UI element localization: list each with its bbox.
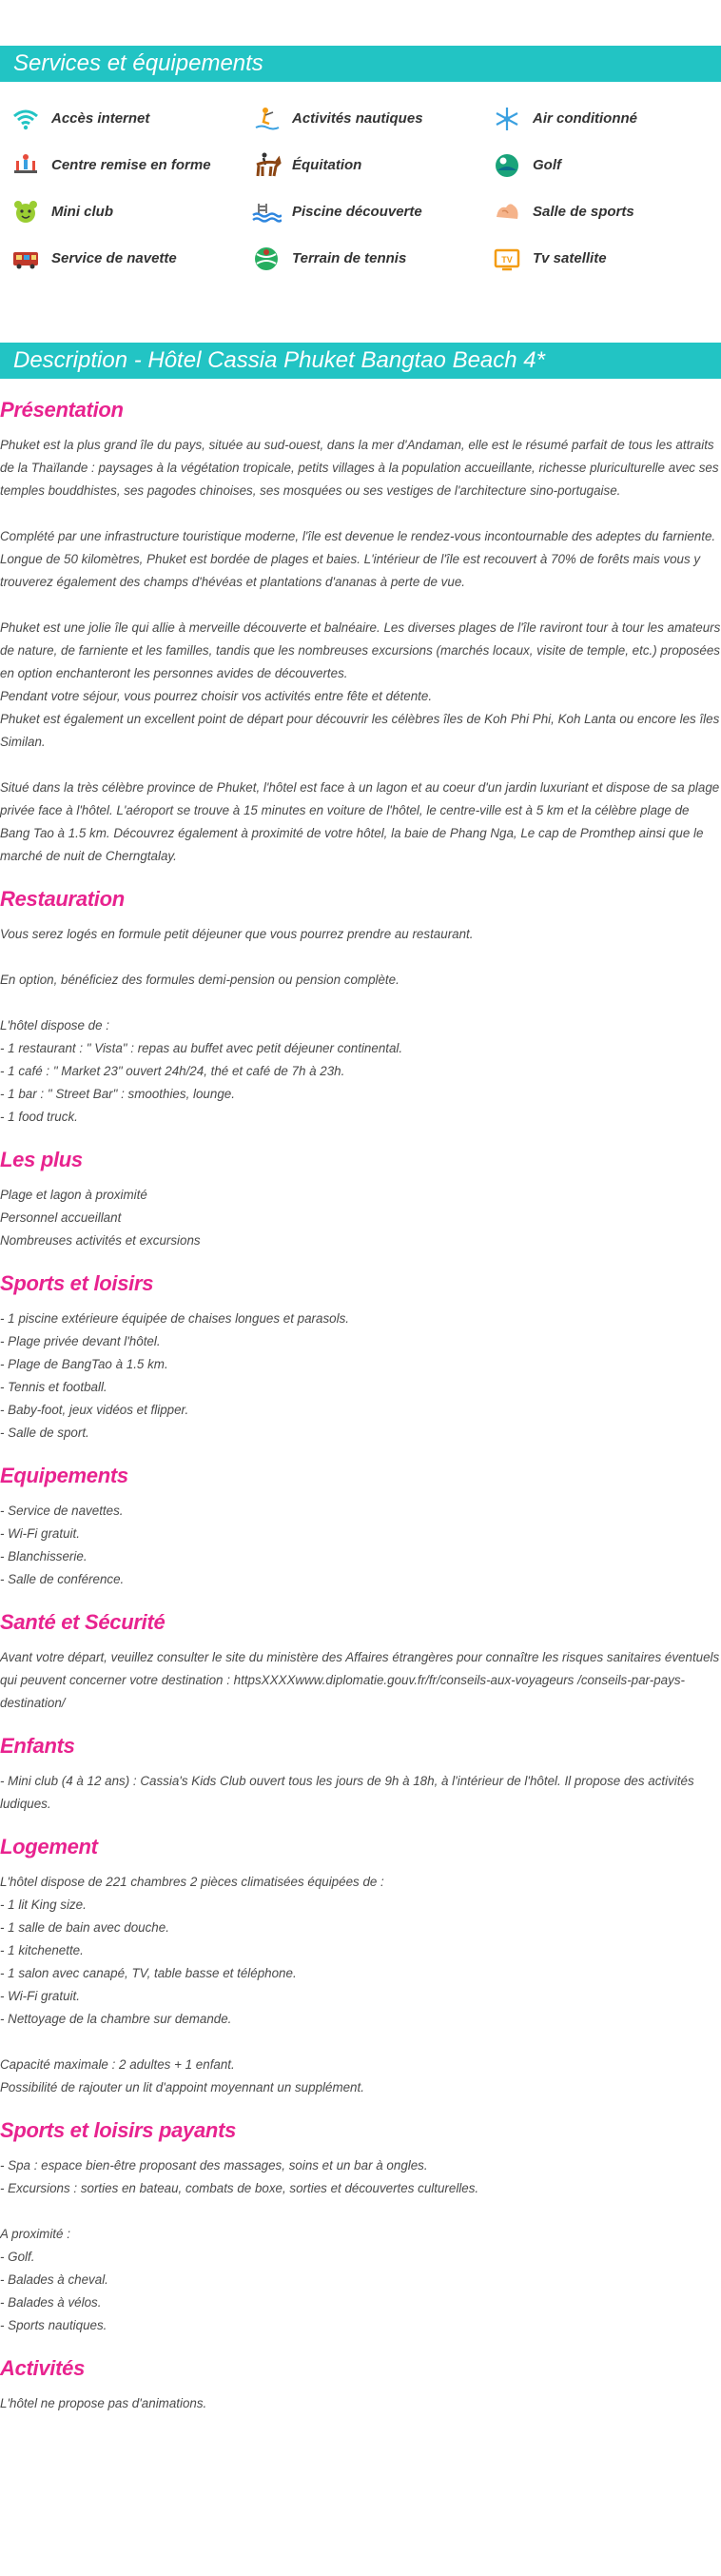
service-label: Salle de sports	[533, 204, 634, 220]
section-heading: Enfants	[0, 1734, 75, 1758]
service-label: Tv satellite	[533, 250, 607, 266]
section-paragraph: L'hôtel ne propose pas d'animations.	[0, 2396, 207, 2410]
service-item	[491, 188, 721, 235]
section-paragraph: - Mini club (4 à 12 ans) : Cassia's Kids Club ouvert tous les jours de 9h à 18h, à l'intérieur de l'hôtel. Il propose des activités ludiques.	[0, 1774, 694, 1811]
service-item	[10, 235, 250, 282]
fitness-center-icon	[10, 149, 42, 182]
description-title: Description - Hôtel Cassia Phuket Bangtao Beach 4*	[0, 343, 721, 379]
tennis-court-icon	[250, 243, 283, 275]
tv-icon	[491, 243, 523, 275]
service-item	[491, 95, 721, 142]
service-label: Activités nautiques	[292, 110, 423, 127]
section-heading: Présentation	[0, 398, 124, 422]
water-skiing-icon	[250, 103, 283, 135]
service-item	[491, 142, 721, 188]
section-heading: Sports et loisirs	[0, 1271, 154, 1295]
section-heading: Sports et loisirs payants	[0, 2118, 237, 2142]
mini-club-icon	[10, 196, 42, 228]
section-heading: Les plus	[0, 1148, 83, 1171]
snowflake-icon	[491, 103, 523, 135]
section-paragraph: Avant votre départ, veuillez consulter le site du ministère des Affaires étrangères pour connaître les risques sanitaires éventuels qui peuvent concerner votre destination : httpsXXXXwww.diplomatie.gouv.fr/fr/conseils-aux-voyageurs /conseils-par-pays-destination/	[0, 1650, 720, 1710]
service-item	[250, 235, 491, 282]
sports-hall-icon	[491, 196, 523, 228]
section-paragraph: - 1 piscine extérieure équipée de chaises longues et parasols. - Plage privée devant l'hôtel. - Plage de BangTao à 1.5 km. - Tennis et football. - Baby-foot, jeux vidéos et flipper. - Salle de sport.	[0, 1311, 349, 1440]
service-label: Terrain de tennis	[292, 250, 407, 266]
service-item	[10, 95, 250, 142]
service-label: Air conditionné	[533, 110, 637, 127]
service-label: Centre remise en forme	[51, 157, 211, 173]
golf-icon	[491, 149, 523, 182]
section-heading: Equipements	[0, 1464, 128, 1487]
service-label: Piscine découverte	[292, 204, 422, 220]
section-paragraph: En option, bénéficiez des formules demi-pension ou pension complète.	[0, 973, 399, 987]
section-heading: Santé et Sécurité	[0, 1610, 166, 1634]
services-grid	[0, 82, 721, 282]
service-item	[250, 142, 491, 188]
service-item	[491, 235, 721, 282]
horse-riding-icon	[250, 149, 283, 182]
section-paragraph: Vous serez logés en formule petit déjeuner que vous pourrez prendre au restaurant.	[0, 927, 474, 941]
wifi-icon	[10, 103, 42, 135]
section-paragraph: L'hôtel dispose de : - 1 restaurant : " Vista" : repas au buffet avec petit déjeuner continental. - 1 café : " Market 23" ouvert 24h/24, thé et café de 7h à 23h. - 1 bar : " Street Bar" : smoothies, lounge. - 1 food truck.	[0, 1018, 403, 1124]
section-paragraph: A proximité : - Golf. - Balades à cheval. - Balades à vélos. - Sports nautiques.	[0, 2227, 108, 2332]
service-label: Service de navette	[51, 250, 177, 266]
section-heading: Restauration	[0, 887, 125, 911]
section-paragraph: Capacité maximale : 2 adultes + 1 enfant. Possibilité de rajouter un lit d'appoint moyennant un supplément.	[0, 2057, 364, 2094]
service-item	[250, 95, 491, 142]
service-item	[250, 188, 491, 235]
svg-text:TV: TV	[501, 254, 513, 265]
service-label: Accès internet	[51, 110, 150, 127]
description-content	[0, 398, 721, 2415]
service-label: Équitation	[292, 157, 362, 173]
services-title: Services et équipements	[0, 46, 721, 82]
section-paragraph: L'hôtel dispose de 221 chambres 2 pièces climatisées équipées de : - 1 lit King size. - 1 salle de bain avec douche. - 1 kitchenette. - 1 salon avec canapé, TV, table basse et téléphone. - Wi-Fi gratuit. - Nettoyage de la chambre sur demande.	[0, 1875, 384, 2026]
section-paragraph: Complété par une infrastructure touristique moderne, l'île est devenue le rendez-vous incontournable des adeptes du farniente. Longue de 50 kilomètres, Phuket est bordée de plages et baies. L'intérieur de l'île est recouvert à 70% de forêts mais vous y trouverez également des champs d'hévéas et plantations d'ananas à perte de vue.	[0, 529, 716, 589]
service-item	[10, 188, 250, 235]
shuttle-bus-icon	[10, 243, 42, 275]
service-item	[10, 142, 250, 188]
section-paragraph: Situé dans la très célèbre province de Phuket, l'hôtel est face à un lagon et au coeur d'un jardin luxuriant et dispose de sa plage privée face à l'hôtel. L'aéroport se trouve à 15 minutes en voiture de l'hôtel, le centre-ville est à 5 km et la célèbre plage de Bang Tao à 1.5 km. Découvrez également à proximité de votre hôtel, la baie de Phang Nga, Le cap de Promthep ainsi que le marché de nuit de Cherngtalay.	[0, 780, 720, 863]
section-paragraph: - Service de navettes. - Wi-Fi gratuit. - Blanchisserie. - Salle de conférence.	[0, 1504, 125, 1586]
section-heading: Logement	[0, 1835, 98, 1858]
section-heading: Activités	[0, 2356, 86, 2380]
service-label: Mini club	[51, 204, 113, 220]
service-label: Golf	[533, 157, 561, 173]
section-paragraph: Phuket est une jolie île qui allie à merveille découverte et balnéaire. Les diverses plages de l'île raviront tour à tour les amateurs de nature, de farniente et les familles, tandis que les nombreuses excursions (marchés locaux, visite de temple, etc.) proposées en option enchanteront les personnes avides de découvertes. Pendant votre séjour, vous pourrez choisir vos activités entre fête et détente. Phuket est également un excellent point de départ pour découvrir les célèbres îles de Koh Phi Phi, Koh Lanta ou encore les îles Similan.	[0, 620, 721, 749]
swimming-pool-icon	[250, 196, 283, 228]
section-paragraph: Plage et lagon à proximité Personnel accueillant Nombreuses activités et excursions	[0, 1188, 201, 1248]
section-paragraph: - Spa : espace bien-être proposant des massages, soins et un bar à ongles. - Excursions : sorties en bateau, combats de boxe, sorties et découvertes culturelles.	[0, 2158, 479, 2195]
section-paragraph: Phuket est la plus grand île du pays, située au sud-ouest, dans la mer d'Andaman, elle est le résumé parfait de tous les attraits de la Thaïlande : paysages à la végétation tropicale, petits villages à la population accueillante, richesse pluriculturelle avec ses temples bouddhistes, ses pagodes chinoises, ses mosquées ou ses vestiges de l'architecture sino-portugaise.	[0, 438, 719, 498]
